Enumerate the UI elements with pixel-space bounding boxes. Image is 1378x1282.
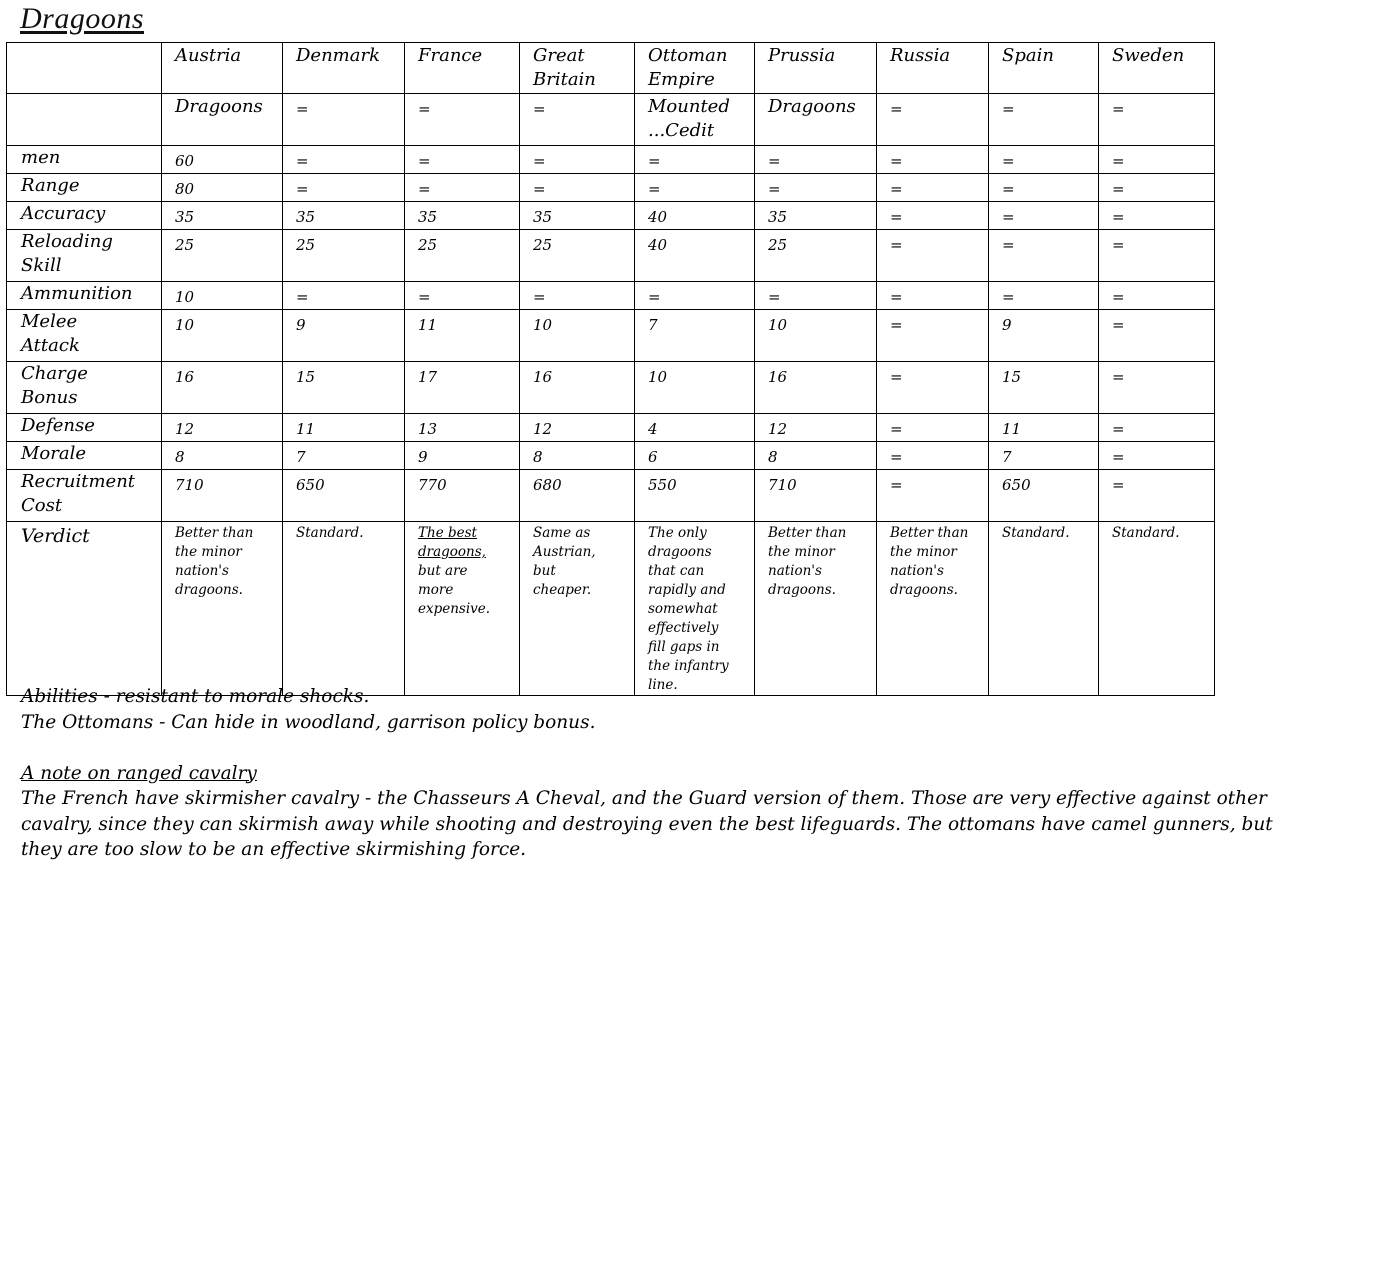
stat-label [7, 202, 162, 230]
stat-label-line: men [21, 147, 61, 168]
nation-header-line: Great [533, 45, 585, 66]
stat-value: 35 [162, 202, 283, 230]
unit-name-cell [877, 94, 989, 146]
stat-label-line: Morale [21, 443, 87, 464]
stat-value: = [877, 282, 989, 310]
verdict-line: the minor [768, 544, 835, 560]
stat-value: = [520, 282, 635, 310]
nation-header-line: Sweden [1112, 45, 1185, 66]
stat-value: = [1099, 362, 1215, 414]
stat-value: 11 [283, 414, 405, 442]
verdict-line: dragoons, [418, 544, 486, 560]
stat-value: 650 [283, 470, 405, 522]
nation-header-line: Prussia [768, 45, 836, 66]
stat-value: 25 [283, 230, 405, 282]
verdict-line: Standard. [296, 525, 364, 541]
unit-name-cell [1099, 94, 1215, 146]
notes-section [21, 684, 1361, 863]
ottomans-note: The Ottomans - Can hide in woodland, garrison policy bonus. [21, 711, 596, 733]
verdict-line: more [418, 582, 454, 598]
stat-value: = [989, 202, 1099, 230]
verdict-line: somewhat [648, 601, 718, 617]
ranged-cavalry-line: cavalry, since they can skirmish away while shooting and destroying even the best lifeguards. The ottomans have camel gunners, but [21, 813, 1273, 835]
stat-value: 6 [635, 442, 755, 470]
nation-header-line: Ottoman [648, 45, 728, 66]
stat-value: = [1099, 414, 1215, 442]
stat-label-line: Bonus [21, 387, 78, 408]
verdict-line: Better than [890, 525, 969, 541]
stat-label [7, 362, 162, 414]
nation-header-line: Austria [175, 45, 242, 66]
verdict-cell [162, 522, 283, 696]
stat-value: 8 [755, 442, 877, 470]
stat-value: 25 [405, 230, 520, 282]
unit-name-line: = [418, 100, 431, 118]
stat-value: = [520, 146, 635, 174]
stat-label-line: Range [21, 175, 80, 196]
stat-value: 40 [635, 230, 755, 282]
stat-value: = [755, 146, 877, 174]
stat-value: 7 [283, 442, 405, 470]
verdict-cell [989, 522, 1099, 696]
stat-value: 12 [520, 414, 635, 442]
stat-value: 8 [162, 442, 283, 470]
stat-value: 10 [162, 282, 283, 310]
nation-header [755, 43, 877, 94]
ranged-cavalry-line: The French have skirmisher cavalry - the Chasseurs A Cheval, and the Guard version of them. Those are very effective against other [21, 788, 1267, 809]
unit-name-line: = [890, 100, 903, 118]
stat-value: 710 [162, 470, 283, 522]
stat-value: = [989, 230, 1099, 282]
verdict-line: dragoons. [890, 582, 958, 598]
stat-value: = [1099, 202, 1215, 230]
nation-header-line: France [418, 45, 483, 66]
nation-header [162, 43, 283, 94]
unit-name-cell [405, 94, 520, 146]
stat-value: 12 [162, 414, 283, 442]
unit-name-cell [989, 94, 1099, 146]
verdict-line: Better than [175, 525, 254, 541]
stat-value: = [989, 174, 1099, 202]
stat-row [7, 362, 1215, 414]
verdict-line: nation's [175, 563, 229, 579]
stat-value: = [635, 174, 755, 202]
stat-value: = [755, 174, 877, 202]
verdict-line: dragoons. [175, 582, 243, 598]
stat-value: = [520, 174, 635, 202]
header-row [7, 43, 1215, 94]
stat-label [7, 146, 162, 174]
nation-header [877, 43, 989, 94]
verdict-label: Verdict [7, 522, 162, 696]
verdict-line: the minor [175, 544, 242, 560]
verdict-cell [755, 522, 877, 696]
nation-header-line: Russia [890, 45, 951, 66]
stat-value: 60 [162, 146, 283, 174]
stat-value: 9 [405, 442, 520, 470]
verdict-line: the infantry [648, 658, 729, 674]
stat-value: 25 [520, 230, 635, 282]
stat-value: = [405, 174, 520, 202]
document-title: Dragoons [20, 2, 145, 35]
stat-row [7, 282, 1215, 310]
stat-value: 4 [635, 414, 755, 442]
nation-header-line: Empire [648, 69, 715, 90]
stat-label-line: Skill [21, 255, 62, 276]
verdict-line: Standard. [1112, 525, 1180, 541]
stat-value: = [283, 174, 405, 202]
stat-value: 7 [635, 310, 755, 362]
stat-value: = [877, 362, 989, 414]
nation-header [405, 43, 520, 94]
verdict-line: Same as [533, 525, 591, 541]
stat-row [7, 470, 1215, 522]
verdict-line: The only [648, 525, 707, 541]
stat-value: 35 [283, 202, 405, 230]
stat-label-line: Cost [21, 495, 63, 516]
stat-value: = [877, 414, 989, 442]
stat-value: 80 [162, 174, 283, 202]
ranged-cavalry-line: they are too slow to be an effective skirmishing force. [21, 839, 527, 860]
stat-value: = [1099, 174, 1215, 202]
verdict-cell [520, 522, 635, 696]
stat-value: 9 [989, 310, 1099, 362]
stat-value: 16 [520, 362, 635, 414]
stat-value: 35 [520, 202, 635, 230]
stat-label [7, 230, 162, 282]
verdict-line: cheaper. [533, 582, 592, 598]
nation-header-line: Denmark [296, 45, 380, 66]
stat-value: 650 [989, 470, 1099, 522]
stat-value: = [283, 146, 405, 174]
unit-name-cell [520, 94, 635, 146]
stat-label-line: Melee [21, 311, 78, 332]
verdict-row [7, 522, 1215, 696]
stat-value: 16 [755, 362, 877, 414]
stat-value: 40 [635, 202, 755, 230]
stat-value: = [877, 202, 989, 230]
stat-value: 710 [755, 470, 877, 522]
ranged-cavalry-heading: A note on ranged cavalry [21, 762, 257, 784]
stat-value: = [989, 146, 1099, 174]
stat-row [7, 146, 1215, 174]
stat-row [7, 310, 1215, 362]
dragoons-comparison-table [6, 42, 1215, 696]
stat-value: 35 [405, 202, 520, 230]
stat-label [7, 310, 162, 362]
verdict-line: rapidly and [648, 582, 726, 598]
stat-value: = [989, 282, 1099, 310]
stat-value: = [405, 282, 520, 310]
stat-value: 10 [162, 310, 283, 362]
stat-value: = [1099, 146, 1215, 174]
stat-value: = [877, 146, 989, 174]
stat-value: 25 [162, 230, 283, 282]
unit-name-line: Dragoons [768, 96, 856, 117]
verdict-line: nation's [768, 563, 822, 579]
verdict-line: Standard. [1002, 525, 1070, 541]
stat-value: 17 [405, 362, 520, 414]
stat-value: = [877, 230, 989, 282]
verdict-line: Better than [768, 525, 847, 541]
stat-label-line: Ammunition [21, 283, 133, 304]
unit-name-line: = [296, 100, 309, 118]
stat-value: = [1099, 230, 1215, 282]
stat-value: 11 [989, 414, 1099, 442]
nation-header [520, 43, 635, 94]
stat-value: 35 [755, 202, 877, 230]
stat-value: 15 [283, 362, 405, 414]
verdict-line: nation's [890, 563, 944, 579]
verdict-cell [283, 522, 405, 696]
verdict-line: but [533, 563, 556, 579]
stat-value: = [1099, 282, 1215, 310]
stat-value: = [1099, 470, 1215, 522]
nation-header [635, 43, 755, 94]
stat-value: 10 [520, 310, 635, 362]
verdict-line: expensive. [418, 601, 491, 617]
stat-label-line: Reloading [21, 231, 113, 252]
stat-label [7, 470, 162, 522]
stat-row [7, 442, 1215, 470]
unit-name-row [7, 94, 1215, 146]
stat-label-line: Attack [21, 335, 80, 356]
verdict-line: effectively [648, 620, 719, 636]
stat-value: 7 [989, 442, 1099, 470]
stat-value: = [635, 146, 755, 174]
stat-value: = [1099, 310, 1215, 362]
stat-value: 10 [635, 362, 755, 414]
verdict-line: dragoons. [768, 582, 836, 598]
unit-name-cell [162, 94, 283, 146]
stat-value: = [283, 282, 405, 310]
stat-label-line: Charge [21, 363, 88, 384]
verdict-line: Austrian, [533, 544, 596, 560]
stat-value: 9 [283, 310, 405, 362]
stat-row [7, 414, 1215, 442]
stat-value: 25 [755, 230, 877, 282]
stat-value: = [877, 470, 989, 522]
stat-value: = [405, 146, 520, 174]
corner-cell [7, 43, 162, 94]
verdict-line: line. [648, 677, 678, 693]
unit-name-cell [635, 94, 755, 146]
verdict-cell [1099, 522, 1215, 696]
nation-header [283, 43, 405, 94]
verdict-cell [405, 522, 520, 696]
stat-value: 11 [405, 310, 520, 362]
stat-label [7, 282, 162, 310]
stat-row [7, 174, 1215, 202]
stat-value: 680 [520, 470, 635, 522]
stat-label-line: Defense [21, 415, 95, 436]
verdict-line: that can [648, 563, 705, 579]
stat-value: 10 [755, 310, 877, 362]
unit-name-cell [283, 94, 405, 146]
verdict-line: The best [418, 525, 477, 541]
stat-value: 8 [520, 442, 635, 470]
verdict-cell [877, 522, 989, 696]
stat-value: 550 [635, 470, 755, 522]
stat-value: = [877, 174, 989, 202]
verdict-line: the minor [890, 544, 957, 560]
verdict-line: but are [418, 563, 468, 579]
abilities-note: Abilities - resistant to morale shocks. [21, 686, 370, 707]
nation-header-line: Britain [533, 69, 596, 90]
stat-value: = [877, 310, 989, 362]
stat-value: 12 [755, 414, 877, 442]
stat-value: 15 [989, 362, 1099, 414]
unit-name-line: = [1002, 100, 1015, 118]
unit-name-cell [755, 94, 877, 146]
unit-name-line: ...Cedit [648, 120, 715, 141]
unit-name-label-cell [7, 94, 162, 146]
verdict-line: dragoons [648, 544, 712, 560]
stat-label [7, 442, 162, 470]
unit-name-line: Mounted [648, 96, 730, 117]
unit-name-line: Dragoons [175, 96, 263, 117]
verdict-cell [635, 522, 755, 696]
unit-name-line: = [533, 100, 546, 118]
stat-row [7, 230, 1215, 282]
nation-header [989, 43, 1099, 94]
nation-header [1099, 43, 1215, 94]
stat-value: 770 [405, 470, 520, 522]
stat-row [7, 202, 1215, 230]
stat-value: = [1099, 442, 1215, 470]
stat-value: = [755, 282, 877, 310]
nation-header-line: Spain [1002, 45, 1054, 66]
stat-label [7, 414, 162, 442]
stat-label-line: Accuracy [21, 203, 106, 224]
stat-value: 16 [162, 362, 283, 414]
stat-value: = [877, 442, 989, 470]
verdict-line: fill gaps in [648, 639, 720, 655]
stat-value: 13 [405, 414, 520, 442]
unit-name-line: = [1112, 100, 1125, 118]
stat-label-line: Recruitment [21, 471, 136, 492]
stat-label [7, 174, 162, 202]
stat-value: = [635, 282, 755, 310]
